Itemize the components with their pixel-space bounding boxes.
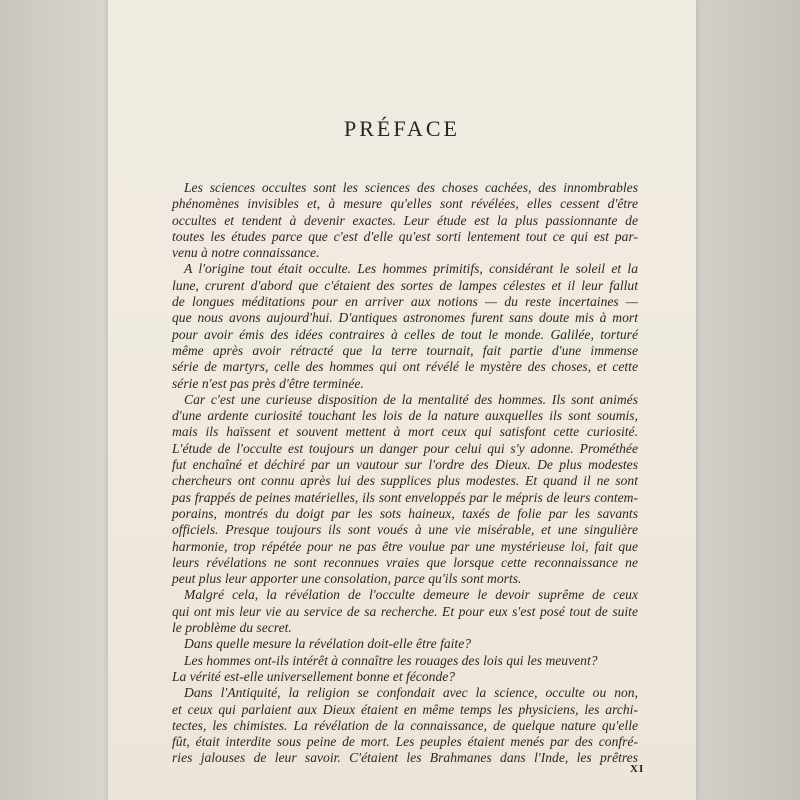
text-line: lune, crurent d'abord que c'étaient des sortes de lampes célestes et il leur fallut bbox=[172, 277, 638, 293]
text-line: de longues méditations pour en arriver aux notions — du reste incertaines — bbox=[172, 294, 638, 310]
text-line: et ceux qui parlaient aux Dieux étaient en même temps les physiciens, les archi- bbox=[172, 701, 638, 717]
text-line: d'une ardente curiosité touchant les lois de la nature auxquelles ils sont soumis, bbox=[172, 408, 638, 424]
text-line: le problème du secret. bbox=[172, 620, 292, 636]
text-line: tectes, les chimistes. La révélation de la connaissance, de quelque nature qu'elle bbox=[172, 717, 638, 733]
text-line: fut enchaîné et déchiré par un vautour sur l'ordre des Dieux. De plus modestes bbox=[172, 457, 638, 473]
text-line: peut plus leur apporter une consolation, parce qu'ils sont morts. bbox=[172, 571, 522, 587]
text-line: chercheurs ont connu après lui des supplices plus modestes. Et quand il ne sont bbox=[172, 473, 638, 489]
text-line: Dans quelle mesure la révélation doit-elle être faite? bbox=[184, 636, 472, 652]
text-line: ries jalouses de leur savoir. C'étaient les Brahmanes dans l'Inde, les prêtres bbox=[172, 750, 638, 766]
text-line: leurs révélations ne sont reconnues vraies que lorsque cette reconnaissance ne bbox=[172, 554, 638, 570]
text-line: mais ils haïssent et souvent mettent à mort ceux qui satisfont cette curiosité. bbox=[172, 424, 638, 440]
text-line: Dans l'Antiquité, la religion se confondait avec la science, occulte ou non, bbox=[184, 685, 638, 701]
text-line: A l'origine tout était occulte. Les hommes primitifs, considérant le soleil et la bbox=[184, 261, 638, 277]
book-page bbox=[108, 0, 696, 800]
background-right bbox=[692, 0, 800, 800]
text-line: La vérité est-elle universellement bonne et féconde? bbox=[172, 668, 456, 684]
text-line: Les sciences occultes sont les sciences des choses cachées, des innombrables bbox=[184, 180, 638, 195]
text-line: occultes et tendent à devenir exactes. Leur étude est la plus passionnante de bbox=[172, 212, 638, 228]
text-line: série n'est pas près d'être terminée. bbox=[172, 375, 364, 391]
text-line: Les hommes ont-ils intérêt à connaître les rouages des lois qui les meuvent? bbox=[184, 652, 598, 668]
text-line: venu à notre connaissance. bbox=[172, 245, 320, 261]
text-line: qui ont mis leur vie au service de sa recherche. Et pour eux s'est posé tout de suite bbox=[172, 603, 638, 619]
text-line: harmonie, trop répétée pour ne pas être voulue par une mystérieuse loi, fait que bbox=[172, 538, 638, 554]
page-number: XI bbox=[630, 763, 645, 775]
text-line: officiels. Presque toujours ils sont voués à une vie misérable, et une singulière bbox=[172, 522, 638, 538]
text-line: porains, montrés du doigt par les sots haineux, taxés de folie par les savants bbox=[172, 505, 638, 521]
text-line: toutes les études parce que c'est d'elle qu'est sorti lentement tout ce qui est par- bbox=[172, 228, 638, 244]
text-line: série de martyrs, celle des hommes qui ont révélé le mystère des choses, et cette bbox=[172, 359, 638, 375]
text-line: L'étude de l'occulte est toujours un danger pour celui qui s'y adonne. Prométhée bbox=[172, 440, 638, 456]
text-line: Malgré cela, la révélation de l'occulte demeure le devoir suprême de ceux bbox=[184, 587, 638, 603]
text-line: pour avoir émis des idées contraires à celles de tout le monde. Galilée, torturé bbox=[172, 326, 638, 342]
text-line: phénomènes invisibles et, à mesure qu'elles sont révélées, elles cessent d'être bbox=[172, 196, 638, 212]
text-line: pas frappés de peines matérielles, ils sont enveloppés par le mépris de leurs contem- bbox=[172, 489, 638, 505]
text-line: même après avoir rétracté que la terre tournait, fait partie d'une immense bbox=[172, 342, 638, 358]
text-line: que nous avons aujourd'hui. D'antiques astronomes furent sans doute mis à mort bbox=[172, 310, 638, 326]
text-line: Car c'est une curieuse disposition de la mentalité des hommes. Ils sont animés bbox=[184, 391, 638, 407]
page-title: PRÉFACE bbox=[344, 116, 460, 141]
text-line: fût, était interdite sous peine de mort. Les peuples étaient menés par des confré- bbox=[172, 734, 638, 750]
background-left bbox=[0, 0, 110, 800]
body-text bbox=[172, 180, 638, 767]
